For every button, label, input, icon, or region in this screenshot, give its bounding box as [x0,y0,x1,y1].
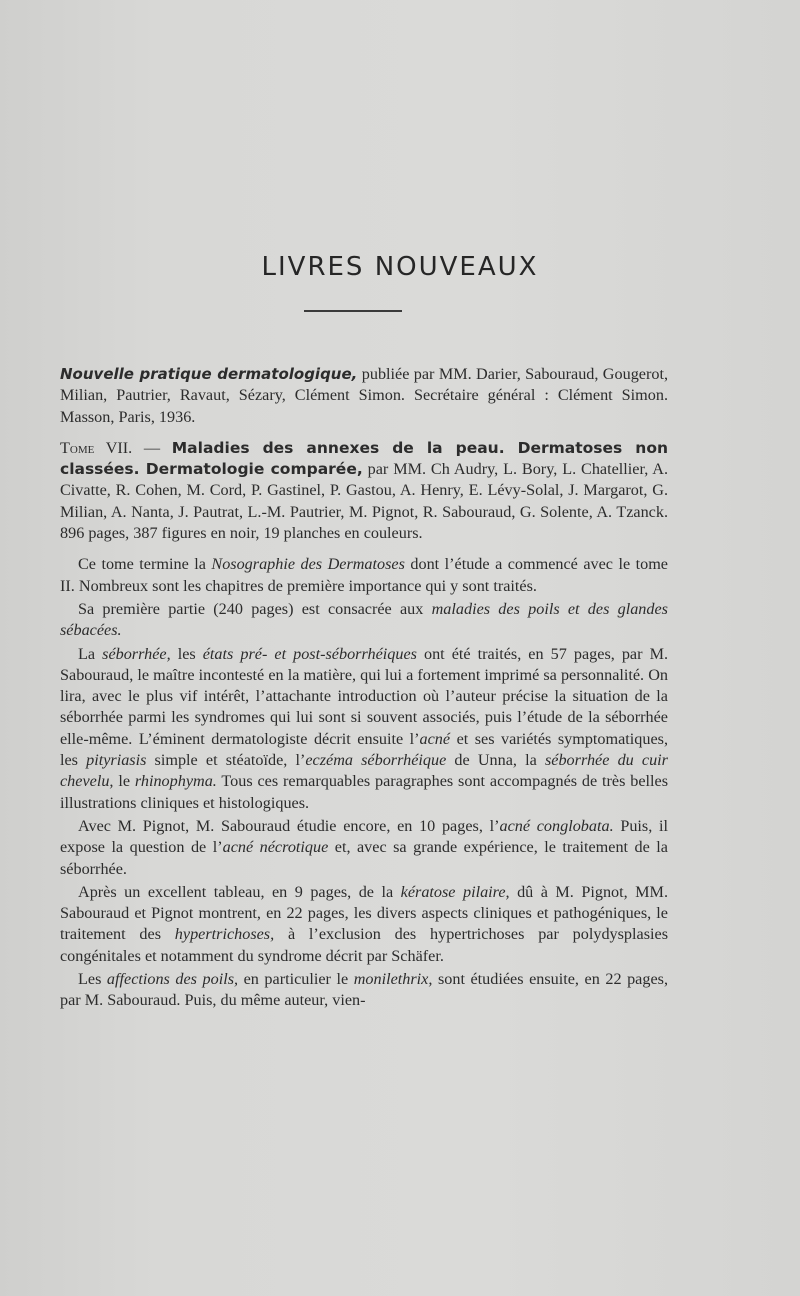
title-divider [304,310,402,312]
tome-label: Tome VII. [60,438,133,457]
italic-text: séborrhée du cuir chevelu, [60,751,668,791]
text: sont étudiées ensuite, en 22 pages, par M. Sabouraud. Puis, du même auteur, vien- [60,970,668,1010]
text: de Unna, la [446,751,545,770]
text: le [113,772,135,791]
text: dû à M. Pignot, MM. Sabouraud et Pignot montrent, en 22 pages, les divers aspects cliniques et pathogéniques, le traitement des [60,882,668,944]
article-body [60,364,668,1012]
text: et ses variétés symptomatiques, les [60,729,669,770]
text: simple et stéatoïde, l’ [146,751,306,770]
text: les [170,644,203,663]
italic-text: séborrhée, [102,644,171,663]
paragraph-1 [60,554,668,597]
text: ont été traités, en 57 pages, par M. Sabouraud, le maître incontesté en la matière, qui lui a fortement imprimé sa personnalité. On lira, avec le plus vif intérêt, l’attachante introduction où l’auteur précise la situation de la séborrhée parmi les syndromes qui lui sont si souvent associés, puis l’étude de la séborrhée elle-même. L’éminent dermatologiste décrit ensuite l’ [60,644,669,748]
italic-text: Nosographie des Dermatoses [211,555,405,574]
text: à l’exclusion des hypertrichoses par polydysplasies congénitales et notamment du syndrome décrit par Schäfer. [60,925,668,965]
paragraph-5 [60,882,668,967]
text: et, avec sa grande expérience, le traitement de la séborrhée. [60,838,668,878]
paragraph-2 [60,599,668,642]
entry-tome-vii [60,438,668,544]
italic-text: rhinophyma. [134,772,217,791]
paragraph-3 [60,644,668,814]
tome-authors: par MM. Ch Audry, L. Bory, L. Chatellier, A. Civatte, R. Cohen, M. Cord, P. Gastinel, P. Gastou, A. Henry, E. Lévy-Solal, J. Margarot, G. Milian, A. Nanta, J. Pautrat, L.-M. Pautrier, M. Pignot, R. Sabouraud, G. Solente, A. Tzanck. 896 pages, 387 figures en noir, 19 planches en couleurs. [60,460,668,543]
italic-text: monilethrix, [353,970,433,989]
text: Ce tome termine la [78,555,212,574]
text: Sa première partie (240 pages) est consacrée aux [78,599,432,618]
entry-publication-info: publiée par MM. Darier, Sabouraud, Gougerot, Milian, Pautrier, Ravaut, Sézary, Clément Simon. Secrétaire général : Clément Simon. Masson, Paris, 1936. [60,365,668,426]
text: Avec M. Pignot, M. Sabouraud étudie encore, en 10 pages, l’ [78,816,500,835]
text: Tous ces remarquables paragraphes sont accompagnés de très belles illustrations cliniques et histologiques. [60,772,669,812]
italic-text: pityriasis [86,751,147,770]
italic-text: eczéma séborrhéique [305,751,447,770]
paragraph-4 [60,816,668,880]
entry-work-title: Nouvelle pratique dermatologique, [60,365,358,383]
italic-text: acné [419,729,451,748]
italic-text: acné nécrotique [222,838,329,857]
tome-dash: — [132,438,172,457]
italic-text: états pré- et post-séborrhéiques [202,644,417,663]
italic-text: kératose pilaire, [400,882,510,901]
paragraph-6 [60,969,668,1012]
text: dont l’étude a commencé avec le tome II. Nombreux sont les chapitres de première importance qui y sont traités. [60,555,668,595]
italic-text: maladies des poils et des glandes sébacées. [60,599,668,640]
text: Après un excellent tableau, en 9 pages, de la [78,882,401,901]
entry-nouvelle-pratique [60,364,668,428]
tome-heading: Maladies des annexes de la peau. Dermatoses non classées. Dermatologie comparée, [60,438,669,479]
text: Les [78,970,107,989]
page-title: LIVRES NOUVEAUX [261,252,539,282]
text: en particulier le [238,970,354,989]
italic-text: affections des poils, [106,970,239,989]
italic-text: acné conglobata. [499,816,614,835]
text: La [78,644,103,663]
italic-text: hypertrichoses, [174,925,275,944]
text: Puis, il expose la question de l’ [60,816,668,857]
